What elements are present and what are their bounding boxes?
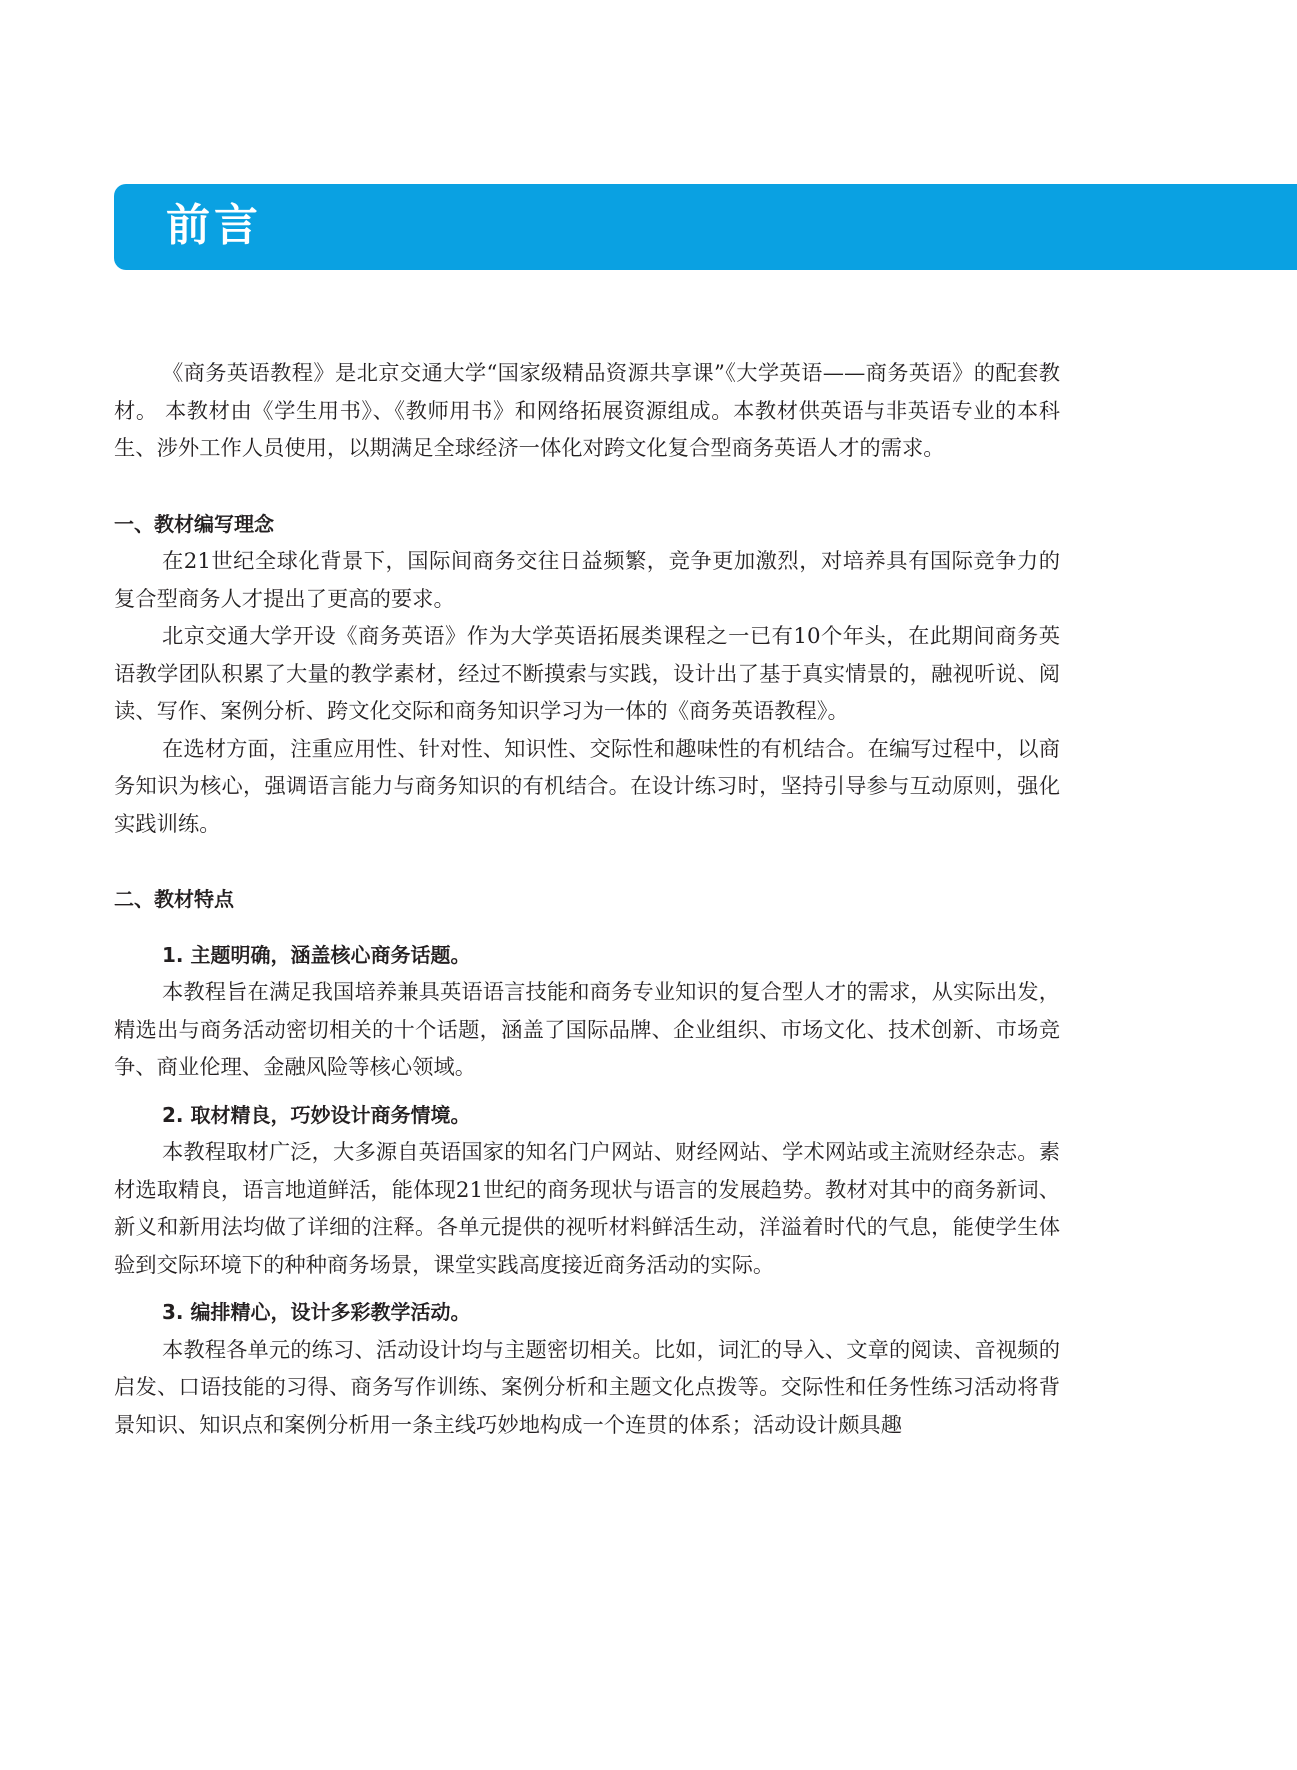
section1-paragraph: 在21世纪全球化背景下，国际间商务交往日益频繁，竞争更加激烈，对培养具有国际竞争力的复合型商务人才提出了更高的要求。 bbox=[114, 549, 1060, 612]
section-heading-1: 一、教材编写理念 bbox=[114, 511, 274, 536]
main-content bbox=[114, 355, 1060, 1444]
feature-paragraph: 本教程取材广泛，大多源自英语国家的知名门户网站、财经网站、学术网站或主流财经杂志。素材选取精良，语言地道鲜活，能体现21世纪的商务现状与语言的发展趋势。教材对其中的商务新词、新义和新用法均做了详细的注释。各单元提供的视听材料鲜活生动，洋溢着时代的气息，能使学生体验到交际环境下的种种商务场景，课堂实践高度接近商务活动的实际。 bbox=[114, 1140, 1060, 1278]
feature-paragraph: 本教程旨在满足我国培养兼具英语语言技能和商务专业知识的复合型人才的需求，从实际出发，精选出与商务活动密切相关的十个话题，涵盖了国际品牌、企业组织、市场文化、技术创新、市场竞争、商业伦理、金融风险等核心领域。 bbox=[114, 980, 1060, 1080]
section-heading-2: 二、教材特点 bbox=[114, 887, 234, 911]
section1-paragraph: 在选材方面，注重应用性、针对性、知识性、交际性和趣味性的有机结合。在编写过程中，以商务知识为核心，强调语言能力与商务知识的有机结合。在设计练习时，坚持引导参与互动原则，强化实践训练。 bbox=[114, 736, 1060, 837]
title-banner bbox=[114, 184, 1297, 270]
page-title: 前言 bbox=[166, 200, 262, 251]
section1-paragraph: 北京交通大学开设《商务英语》作为大学英语拓展类课程之一已有10个年头，在此期间商务英语教学团队积累了大量的教学素材，经过不断摸索与实践，设计出了基于真实情景的，融视听说、阅读、写作、案例分析、跨文化交际和商务知识学习为一体的《商务英语教程》。 bbox=[114, 624, 1060, 724]
feature-paragraph: 本教程各单元的练习、活动设计均与主题密切相关。比如，词汇的导入、文章的阅读、音视频的启发、口语技能的习得、商务写作训练、案例分析和主题文化点拨等。交际性和任务性练习活动将背景知识、知识点和案例分析用一条主线巧妙地构成一个连贯的体系；活动设计颇具趣 bbox=[114, 1337, 1060, 1438]
intro-paragraph: 《商务英语教程》是北京交通大学“国家级精品资源共享课”《大学英语——商务英语》的配套教材。 本教材由《学生用书》、《教师用书》和网络拓展资源组成。本教材供英语与非英语专业的本科生、涉外工作人员使用，以期满足全球经济一体化对跨文化复合型商务英语人才的需求。 bbox=[114, 361, 1060, 461]
feature-title: 3. 编排精心，设计多彩教学活动。 bbox=[162, 1300, 471, 1324]
feature-title: 1. 主题明确，涵盖核心商务话题。 bbox=[162, 942, 471, 967]
feature-title: 2. 取材精良，巧妙设计商务情境。 bbox=[162, 1102, 471, 1127]
